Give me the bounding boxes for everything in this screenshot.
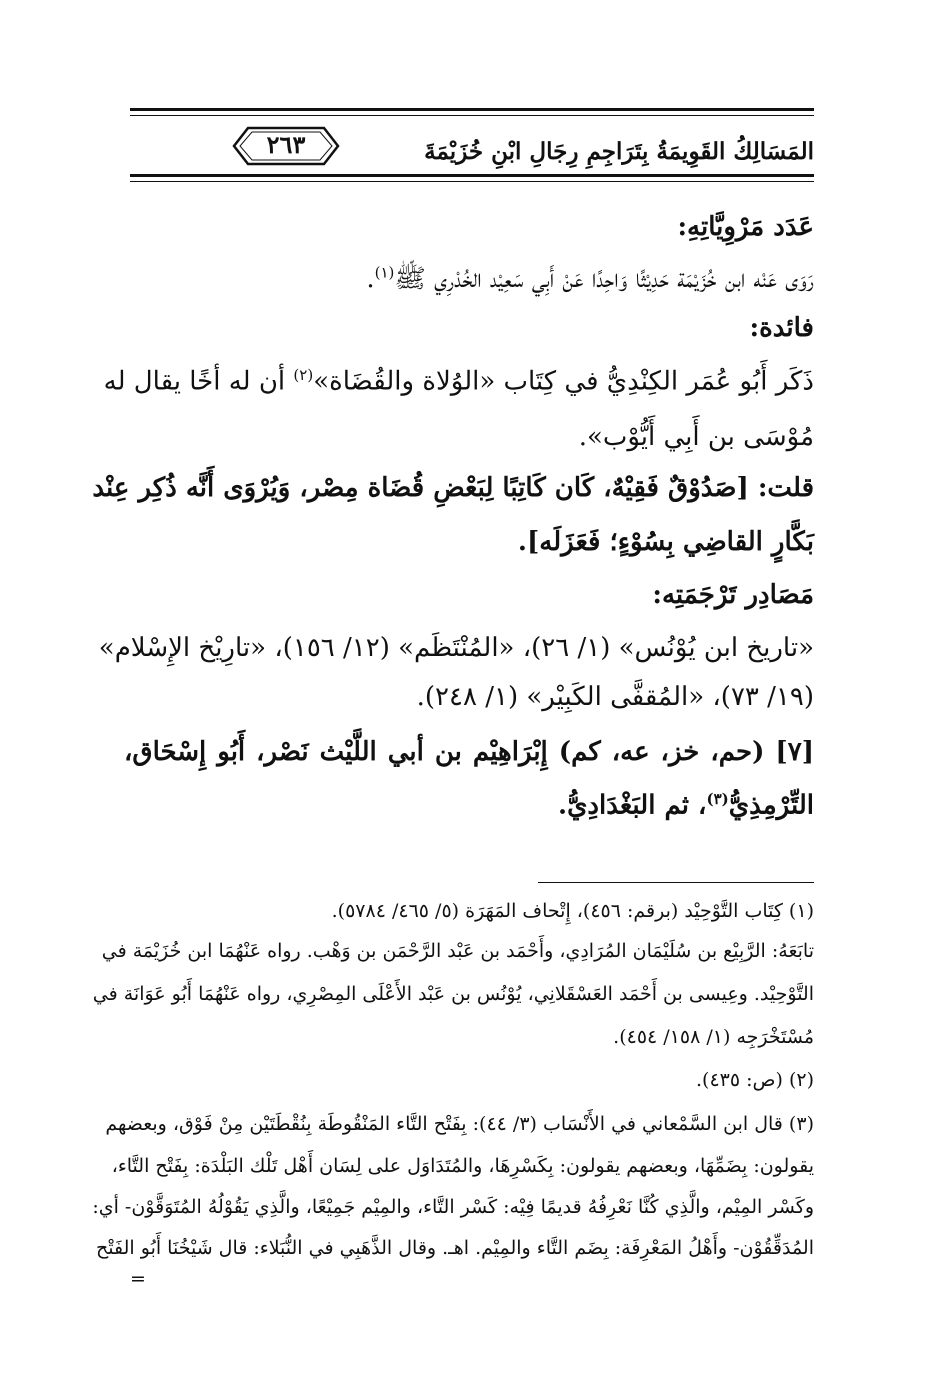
benefit-line-1: ذَكَر أَبُو عُمَر الكِنْدِيُّ في كِتَاب «الوُلاة والقُضَاة»$^{(٢)}$ أن له أخًا يقال له [103, 366, 814, 397]
footnote-3-line-2: يقولون: بِضَمِّهَا، وبعضهم يقولون: بِكَسْرِهَا، والمُتَدَاوَل على لِسَان أَهْل تَلْك البَلْدَة: بِفَتْح التَّاء، [111, 1155, 814, 1177]
sources-line-1: «تاريخ ابن يُوْنُس» (١/ ٢٦)، «المُنْتَظَم» (١٢/ ١٥٦)، «تارِيْخ الإِسْلام» [98, 633, 814, 663]
footnote-1: (١) كِتَاب التَّوْحِيْد (برقم: ٤٥٦)، إِتْحاف المَهَرَة (٥/ ٤٦٥/ ٥٧٨٤). [331, 900, 814, 922]
footnote-1-line-4: مُسْتَخْرَجِه (١/ ١٥٨/ ٤٥٤). [613, 1026, 814, 1048]
footnote-ref-1: (١) [374, 263, 395, 282]
header-top-rule [130, 108, 814, 111]
heading-benefit: فائدة: [749, 313, 814, 343]
header-top-rule-thin [130, 115, 814, 116]
narration-paragraph: رَوَى عَنْه ابن خُزَيْمَة حَدِيْثًا وَاحِدًا عَنْ أَبِي سَعِيْد الخُدْرِي ﷺ$^{(١)}$. [366, 263, 814, 294]
verdict-line-2: بَكَّارٍ القاضِي بِسُوْءٍ؛ فَعَزَلَه]. [517, 527, 814, 557]
page-number-ornament [230, 124, 342, 168]
header-bottom-rule-thin [130, 181, 814, 182]
footnote-ref-3: (٣) [706, 790, 729, 808]
footnote-3-line-1: (٣) قال ابن السَّمْعاني في الأَنْسَاب (٣/ ٤٤): بِفَتْح التَّاء المَنْقُوطَة بِنُقْطَتَيْن مِنْ فَوْق، وبعضهم [105, 1113, 814, 1135]
running-title: المَسَالِكُ القَوِيمَةُ بِتَرَاجِمِ رِجَالِ ابْنِ خُزَيْمَةَ [424, 138, 814, 165]
verdict-line-1: قلت: [صَدُوْقٌ فَقِيْهٌ، كَان كَاتِبًا لِبَعْضِ قُضَاة مِصْر، وَيُرْوَى أَنَّه ذُكِر عِنْد [92, 473, 814, 503]
heading-sources: مَصَادِر تَرْجَمَتِه: [652, 580, 814, 610]
entry-heading-line-1: [٧] (حم، خز، عه، كم) إِبْرَاهِيْم بن أبي اللَّيْث نَصْر، أَبُو إِسْحَاق، [124, 737, 814, 767]
header-bottom-rule [130, 174, 814, 177]
footnote-3-line-4: المُدَقِّقُوْن- وأَهْلُ المَعْرِفَة: بِضَم التَّاء والمِيْم. اهـ. وقال الذَّهَبِي في النُّبَلاء: قال شَيْخُنَا أَبُو الفَتْح [96, 1237, 814, 1259]
benefit-line-2: مُوْسَى بن أَبِي أَيُّوْب». [578, 422, 814, 452]
entry-heading-line-2: التِّرْمِذِيُّ$^{(٣)}$، ثم البَغْدَادِيُّ. [558, 790, 814, 821]
page-number: ٢٦٣ [266, 130, 306, 159]
footnote-separator [538, 882, 814, 883]
heading-narrations: عَدَد مَرْوِيَّاتِهِ: [677, 212, 814, 242]
footnote-2: (٢) (ص: ٤٣٥). [696, 1069, 814, 1091]
sources-line-2: (١٩/ ٧٣)، «المُقفَّى الكَبِيْر» (١/ ٢٤٨). [416, 682, 814, 712]
footnote-3-line-3: وكَسْر المِيْم، والَّذِي كُنَّا نَعْرِفُهُ قديمًا فِيْه: كَسْر التَّاء، والمِيْم جَمِيْعًا، والَّذِي يَقُوْلُهُ المُتَوَقَّوْن- أي: [92, 1196, 814, 1218]
footnote-1-line-2: تابَعَهُ: الرَّبِيْع بن سُلَيْمَان المُرَادِي، وأَحْمَد بن عَبْد الرَّحْمَن بن وَهْب. رواه عَنْهُمَا ابن خُزَيْمَة في [101, 940, 814, 962]
footnote-continuation-mark: = [130, 1268, 146, 1290]
footnote-1-line-3: التَّوْحِيْد. وعِيسى بن أَحْمَد العَسْقَلانِي، يُوْنُس بن عَبْد الأَعْلَى المِصْرِي، رواه عَنْهُمَا أَبُو عَوَانَة في [92, 983, 814, 1005]
footnote-ref-2: (٢) [293, 366, 314, 384]
